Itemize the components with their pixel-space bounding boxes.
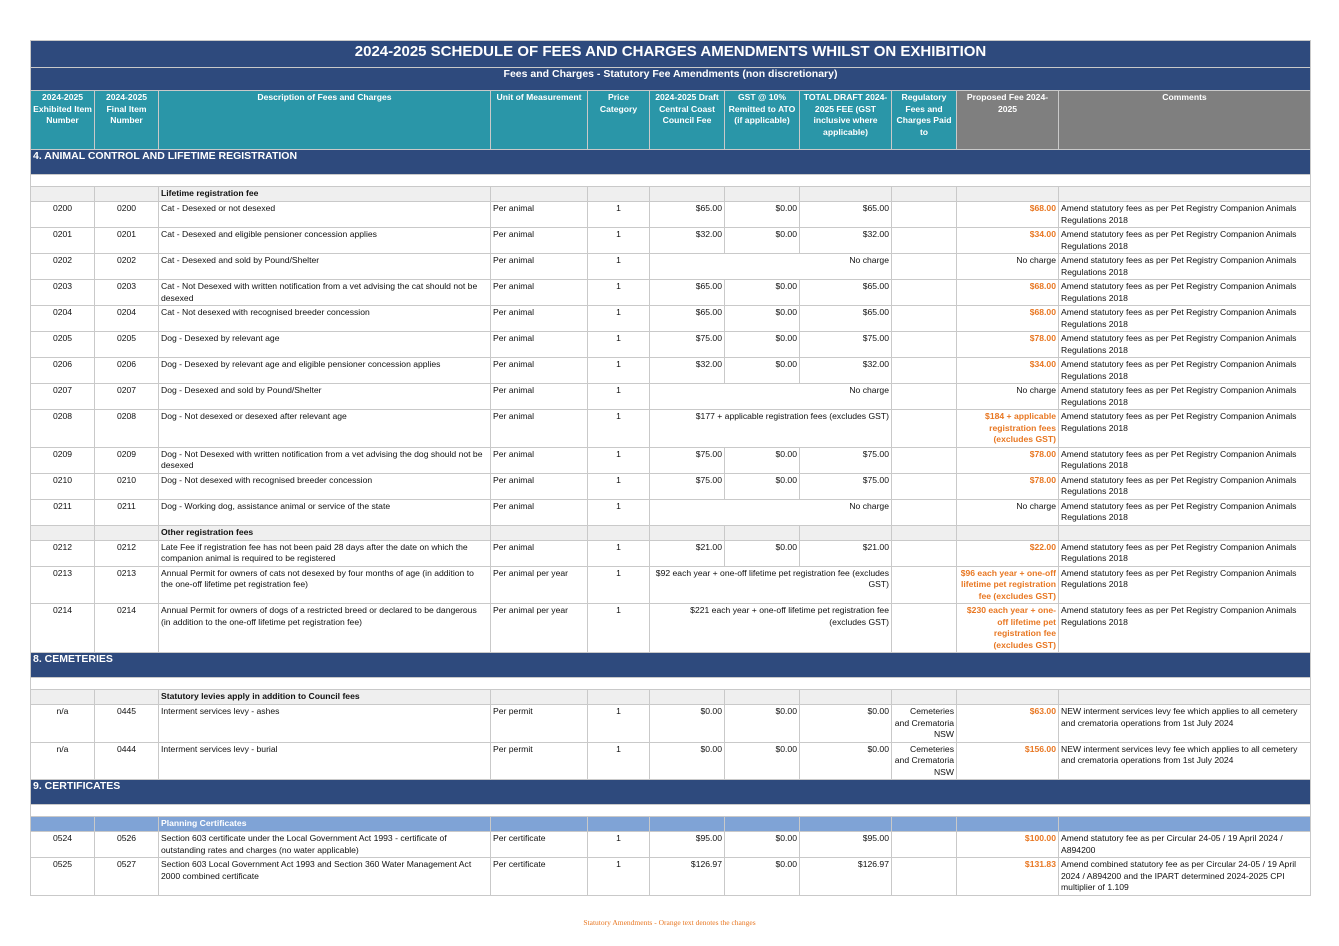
unit-of-measurement: Per certificate: [491, 832, 588, 858]
fee-description: Cat - Not Desexed with written notification from a vet advising the cat should not be desexed: [159, 280, 491, 306]
col-gst-header: GST @ 10% Remitted to ATO (if applicable): [725, 91, 800, 150]
proposed-fee: $68.00: [957, 306, 1059, 332]
regulatory-paid-to: [892, 540, 957, 566]
price-category: 1: [588, 858, 650, 896]
exhibited-item-number: 0214: [31, 604, 95, 653]
total-draft-fee: $126.97: [800, 858, 892, 896]
final-item-number: 0202: [95, 254, 159, 280]
draft-council-fee: $0.00: [650, 705, 725, 743]
table-row: [31, 499, 1311, 525]
unit-of-measurement: Per animal: [491, 473, 588, 499]
final-item-number: 0445: [95, 705, 159, 743]
fee-comment: Amend statutory fees as per Pet Registry Companion Animals Regulations 2018: [1059, 447, 1311, 473]
fee-comment: NEW interment services levy fee which applies to all cemetery and crematoria operations from 1st July 2024: [1059, 742, 1311, 780]
draft-fee-merged: $92 each year + one-off lifetime pet registration fee (excludes GST): [650, 566, 892, 604]
col-exhibited-header: 2024-2025 Exhibited Item Number: [31, 91, 95, 150]
fee-description: Cat - Desexed and sold by Pound/Shelter: [159, 254, 491, 280]
group-heading: Lifetime registration fee: [159, 187, 491, 202]
table-row: [31, 742, 1311, 780]
draft-council-fee: $21.00: [650, 540, 725, 566]
draft-council-fee: $126.97: [650, 858, 725, 896]
proposed-fee: $230 each year + one-off lifetime pet registration fee (excludes GST): [957, 604, 1059, 653]
table-row: [31, 306, 1311, 332]
unit-of-measurement: Per animal per year: [491, 566, 588, 604]
unit-of-measurement: Per animal: [491, 384, 588, 410]
gst-amount: $0.00: [725, 705, 800, 743]
unit-of-measurement: Per animal: [491, 254, 588, 280]
total-draft-fee: $65.00: [800, 306, 892, 332]
total-draft-fee: $75.00: [800, 473, 892, 499]
regulatory-paid-to: [892, 202, 957, 228]
proposed-fee: $78.00: [957, 473, 1059, 499]
total-draft-fee: $65.00: [800, 280, 892, 306]
section-heading: 9. CERTIFICATES: [31, 780, 1311, 805]
total-draft-fee: $0.00: [800, 742, 892, 780]
col-regulatory-header: Regulatory Fees and Charges Paid to: [892, 91, 957, 150]
price-category: 1: [588, 604, 650, 653]
total-draft-fee: $65.00: [800, 202, 892, 228]
total-draft-fee: $95.00: [800, 832, 892, 858]
unit-of-measurement: Per permit: [491, 705, 588, 743]
table-row: [31, 832, 1311, 858]
unit-of-measurement: Per animal: [491, 540, 588, 566]
exhibited-item-number: 0213: [31, 566, 95, 604]
fee-description: Late Fee if registration fee has not been paid 28 days after the date on which the companion animal is required to be registered: [159, 540, 491, 566]
proposed-fee: $34.00: [957, 228, 1059, 254]
price-category: 1: [588, 254, 650, 280]
gst-amount: $0.00: [725, 473, 800, 499]
unit-of-measurement: Per permit: [491, 742, 588, 780]
fee-description: Section 603 certificate under the Local Government Act 1993 - certificate of outstanding rates and charges (no water applicable): [159, 832, 491, 858]
final-item-number: 0527: [95, 858, 159, 896]
unit-of-measurement: Per animal: [491, 410, 588, 448]
final-item-number: 0209: [95, 447, 159, 473]
fee-description: Cat - Desexed and eligible pensioner concession applies: [159, 228, 491, 254]
draft-fee-merged: $221 each year + one-off lifetime pet registration fee (excludes GST): [650, 604, 892, 653]
section-heading: 8. CEMETERIES: [31, 653, 1311, 678]
unit-of-measurement: Per animal: [491, 228, 588, 254]
regulatory-paid-to: [892, 858, 957, 896]
final-item-number: 0210: [95, 473, 159, 499]
proposed-fee: No charge: [957, 254, 1059, 280]
regulatory-paid-to: [892, 384, 957, 410]
price-category: 1: [588, 410, 650, 448]
fee-description: Dog - Desexed by relevant age and eligible pensioner concession applies: [159, 358, 491, 384]
table-row: [31, 410, 1311, 448]
draft-council-fee: $95.00: [650, 832, 725, 858]
col-total-header: TOTAL DRAFT 2024-2025 FEE (GST inclusive where applicable): [800, 91, 892, 150]
table-row: [31, 202, 1311, 228]
col-comments-header: Comments: [1059, 91, 1311, 150]
fee-comment: Amend statutory fees as per Pet Registry Companion Animals Regulations 2018: [1059, 280, 1311, 306]
final-item-number: 0200: [95, 202, 159, 228]
fee-comment: Amend statutory fees as per Pet Registry Companion Animals Regulations 2018: [1059, 604, 1311, 653]
fee-description: Dog - Desexed and sold by Pound/Shelter: [159, 384, 491, 410]
proposed-fee: $78.00: [957, 447, 1059, 473]
exhibited-item-number: 0207: [31, 384, 95, 410]
price-category: 1: [588, 742, 650, 780]
fee-comment: Amend statutory fee as per Circular 24-05 / 19 April 2024 / A894200: [1059, 832, 1311, 858]
total-draft-fee: $21.00: [800, 540, 892, 566]
exhibited-item-number: 0524: [31, 832, 95, 858]
proposed-fee: $131.83: [957, 858, 1059, 896]
document-title: 2024-2025 SCHEDULE OF FEES AND CHARGES AMENDMENTS WHILST ON EXHIBITION: [31, 41, 1311, 68]
exhibited-item-number: 0208: [31, 410, 95, 448]
fee-description: Dog - Desexed by relevant age: [159, 332, 491, 358]
gst-amount: $0.00: [725, 358, 800, 384]
fee-description: Section 603 Local Government Act 1993 and Section 360 Water Management Act 2000 combined certificate: [159, 858, 491, 896]
draft-council-fee: $75.00: [650, 447, 725, 473]
price-category: 1: [588, 384, 650, 410]
final-item-number: 0205: [95, 332, 159, 358]
unit-of-measurement: Per certificate: [491, 858, 588, 896]
gst-amount: $0.00: [725, 540, 800, 566]
fee-comment: NEW interment services levy fee which applies to all cemetery and crematoria operations from 1st July 2024: [1059, 705, 1311, 743]
exhibited-item-number: 0204: [31, 306, 95, 332]
final-item-number: 0444: [95, 742, 159, 780]
regulatory-paid-to: [892, 499, 957, 525]
exhibited-item-number: 0525: [31, 858, 95, 896]
fee-comment: Amend statutory fees as per Pet Registry Companion Animals Regulations 2018: [1059, 473, 1311, 499]
proposed-fee: $184 + applicable registration fees (excludes GST): [957, 410, 1059, 448]
draft-fee-merged: $177 + applicable registration fees (excludes GST): [650, 410, 892, 448]
fee-comment: Amend statutory fees as per Pet Registry Companion Animals Regulations 2018: [1059, 540, 1311, 566]
price-category: 1: [588, 228, 650, 254]
fee-description: Interment services levy - ashes: [159, 705, 491, 743]
regulatory-paid-to: [892, 254, 957, 280]
proposed-fee: $22.00: [957, 540, 1059, 566]
regulatory-paid-to: Cemeteries and Crematoria NSW: [892, 742, 957, 780]
fee-description: Dog - Not desexed or desexed after relevant age: [159, 410, 491, 448]
final-item-number: 0207: [95, 384, 159, 410]
exhibited-item-number: n/a: [31, 742, 95, 780]
draft-council-fee: $65.00: [650, 202, 725, 228]
fee-comment: Amend statutory fees as per Pet Registry Companion Animals Regulations 2018: [1059, 410, 1311, 448]
fee-comment: Amend statutory fees as per Pet Registry Companion Animals Regulations 2018: [1059, 566, 1311, 604]
regulatory-paid-to: [892, 228, 957, 254]
total-draft-fee: $32.00: [800, 228, 892, 254]
final-item-number: 0206: [95, 358, 159, 384]
draft-council-fee: $0.00: [650, 742, 725, 780]
price-category: 1: [588, 447, 650, 473]
col-final-header: 2024-2025 Final Item Number: [95, 91, 159, 150]
price-category: 1: [588, 705, 650, 743]
regulatory-paid-to: [892, 447, 957, 473]
draft-council-fee: $65.00: [650, 306, 725, 332]
table-row: [31, 705, 1311, 743]
table-row: [31, 228, 1311, 254]
exhibited-item-number: 0210: [31, 473, 95, 499]
total-draft-fee: $0.00: [800, 705, 892, 743]
regulatory-paid-to: [892, 566, 957, 604]
total-draft-fee: $32.00: [800, 358, 892, 384]
exhibited-item-number: n/a: [31, 705, 95, 743]
proposed-fee: $34.00: [957, 358, 1059, 384]
fees-table: [30, 40, 1311, 896]
gst-amount: $0.00: [725, 332, 800, 358]
unit-of-measurement: Per animal: [491, 499, 588, 525]
exhibited-item-number: 0203: [31, 280, 95, 306]
table-row: [31, 604, 1311, 653]
unit-of-measurement: Per animal: [491, 306, 588, 332]
proposed-fee: $156.00: [957, 742, 1059, 780]
proposed-fee: $78.00: [957, 332, 1059, 358]
fee-comment: Amend statutory fees as per Pet Registry Companion Animals Regulations 2018: [1059, 228, 1311, 254]
col-unit-header: Unit of Measurement: [491, 91, 588, 150]
final-item-number: 0204: [95, 306, 159, 332]
price-category: 1: [588, 358, 650, 384]
gst-amount: $0.00: [725, 228, 800, 254]
proposed-fee: $96 each year + one-off lifetime pet registration fee (excludes GST): [957, 566, 1059, 604]
fee-comment: Amend statutory fees as per Pet Registry Companion Animals Regulations 2018: [1059, 202, 1311, 228]
gst-amount: $0.00: [725, 202, 800, 228]
fees-schedule-sheet: [30, 40, 1310, 896]
exhibited-item-number: 0206: [31, 358, 95, 384]
unit-of-measurement: Per animal: [491, 332, 588, 358]
fee-description: Annual Permit for owners of cats not desexed by four months of age (in addition to the one-off lifetime pet registration fee): [159, 566, 491, 604]
group-heading: Other registration fees: [159, 525, 491, 540]
col-description-header: Description of Fees and Charges: [159, 91, 491, 150]
table-row: [31, 254, 1311, 280]
final-item-number: 0203: [95, 280, 159, 306]
col-draft-fee-header: 2024-2025 Draft Central Coast Council Fee: [650, 91, 725, 150]
table-row: [31, 358, 1311, 384]
unit-of-measurement: Per animal: [491, 280, 588, 306]
final-item-number: 0526: [95, 832, 159, 858]
price-category: 1: [588, 540, 650, 566]
final-item-number: 0214: [95, 604, 159, 653]
fee-comment: Amend combined statutory fee as per Circular 24-05 / 19 April 2024 / A894200 and the IPART determined 2024-2025 CPI multiplier of 1.109: [1059, 858, 1311, 896]
table-row: [31, 858, 1311, 896]
draft-council-fee: $32.00: [650, 228, 725, 254]
fee-description: Dog - Working dog, assistance animal or service of the state: [159, 499, 491, 525]
section-cemeteries: [31, 653, 1311, 705]
page-footer-note: Statutory Amendments - Orange text denotes the changes: [583, 918, 756, 927]
proposed-fee: $68.00: [957, 280, 1059, 306]
regulatory-paid-to: Cemeteries and Crematoria NSW: [892, 705, 957, 743]
col-price-category-header: Price Category: [588, 91, 650, 150]
price-category: 1: [588, 473, 650, 499]
regulatory-paid-to: [892, 332, 957, 358]
draft-council-fee: $65.00: [650, 280, 725, 306]
regulatory-paid-to: [892, 832, 957, 858]
regulatory-paid-to: [892, 604, 957, 653]
draft-council-fee: $75.00: [650, 473, 725, 499]
gst-amount: $0.00: [725, 858, 800, 896]
fee-description: Dog - Not desexed with recognised breeder concession: [159, 473, 491, 499]
table-row: [31, 280, 1311, 306]
final-item-number: 0213: [95, 566, 159, 604]
exhibited-item-number: 0200: [31, 202, 95, 228]
price-category: 1: [588, 566, 650, 604]
fee-description: Annual Permit for owners of dogs of a restricted breed or declared to be dangerous (in addition to the one-off lifetime pet registration fee): [159, 604, 491, 653]
proposed-fee: $68.00: [957, 202, 1059, 228]
section-animal-control: [31, 150, 1311, 202]
price-category: 1: [588, 499, 650, 525]
gst-amount: $0.00: [725, 280, 800, 306]
exhibited-item-number: 0205: [31, 332, 95, 358]
fee-comment: Amend statutory fees as per Pet Registry Companion Animals Regulations 2018: [1059, 499, 1311, 525]
proposed-fee: No charge: [957, 499, 1059, 525]
unit-of-measurement: Per animal: [491, 358, 588, 384]
draft-council-fee: $32.00: [650, 358, 725, 384]
exhibited-item-number: 0212: [31, 540, 95, 566]
column-header-row: [31, 91, 1311, 150]
price-category: 1: [588, 280, 650, 306]
regulatory-paid-to: [892, 473, 957, 499]
proposed-fee: No charge: [957, 384, 1059, 410]
price-category: 1: [588, 832, 650, 858]
fee-description: Cat - Desexed or not desexed: [159, 202, 491, 228]
price-category: 1: [588, 202, 650, 228]
fee-comment: Amend statutory fees as per Pet Registry Companion Animals Regulations 2018: [1059, 358, 1311, 384]
final-item-number: 0208: [95, 410, 159, 448]
section-heading: 4. ANIMAL CONTROL AND LIFETIME REGISTRATION: [31, 150, 1311, 175]
table-row: [31, 447, 1311, 473]
fee-comment: Amend statutory fees as per Pet Registry Companion Animals Regulations 2018: [1059, 384, 1311, 410]
price-category: 1: [588, 306, 650, 332]
regulatory-paid-to: [892, 410, 957, 448]
proposed-fee: $100.00: [957, 832, 1059, 858]
gst-amount: $0.00: [725, 742, 800, 780]
unit-of-measurement: Per animal: [491, 447, 588, 473]
final-item-number: 0211: [95, 499, 159, 525]
exhibited-item-number: 0202: [31, 254, 95, 280]
draft-fee-merged: No charge: [650, 254, 892, 280]
table-row: [31, 566, 1311, 604]
gst-amount: $0.00: [725, 306, 800, 332]
price-category: 1: [588, 332, 650, 358]
document-subtitle: Fees and Charges - Statutory Fee Amendments (non discretionary): [31, 68, 1311, 91]
gst-amount: $0.00: [725, 447, 800, 473]
fee-description: Cat - Not desexed with recognised breeder concession: [159, 306, 491, 332]
exhibited-item-number: 0209: [31, 447, 95, 473]
final-item-number: 0212: [95, 540, 159, 566]
draft-fee-merged: No charge: [650, 384, 892, 410]
exhibited-item-number: 0211: [31, 499, 95, 525]
final-item-number: 0201: [95, 228, 159, 254]
fee-description: Interment services levy - burial: [159, 742, 491, 780]
table-row: [31, 332, 1311, 358]
fee-comment: Amend statutory fees as per Pet Registry Companion Animals Regulations 2018: [1059, 306, 1311, 332]
proposed-fee: $63.00: [957, 705, 1059, 743]
gst-amount: $0.00: [725, 832, 800, 858]
regulatory-paid-to: [892, 306, 957, 332]
regulatory-paid-to: [892, 358, 957, 384]
total-draft-fee: $75.00: [800, 447, 892, 473]
exhibited-item-number: 0201: [31, 228, 95, 254]
draft-council-fee: $75.00: [650, 332, 725, 358]
table-row: [31, 540, 1311, 566]
regulatory-paid-to: [892, 280, 957, 306]
fee-comment: Amend statutory fees as per Pet Registry Companion Animals Regulations 2018: [1059, 254, 1311, 280]
unit-of-measurement: Per animal: [491, 202, 588, 228]
fee-comment: Amend statutory fees as per Pet Registry Companion Animals Regulations 2018: [1059, 332, 1311, 358]
table-row: [31, 473, 1311, 499]
table-row: [31, 384, 1311, 410]
draft-fee-merged: No charge: [650, 499, 892, 525]
total-draft-fee: $75.00: [800, 332, 892, 358]
section-certificates: [31, 780, 1311, 832]
group-heading: Planning Certificates: [159, 817, 491, 832]
group-heading: Statutory levies apply in addition to Council fees: [159, 690, 491, 705]
unit-of-measurement: Per animal per year: [491, 604, 588, 653]
fee-description: Dog - Not Desexed with written notification from a vet advising the dog should not be desexed: [159, 447, 491, 473]
col-proposed-header: Proposed Fee 2024-2025: [957, 91, 1059, 150]
